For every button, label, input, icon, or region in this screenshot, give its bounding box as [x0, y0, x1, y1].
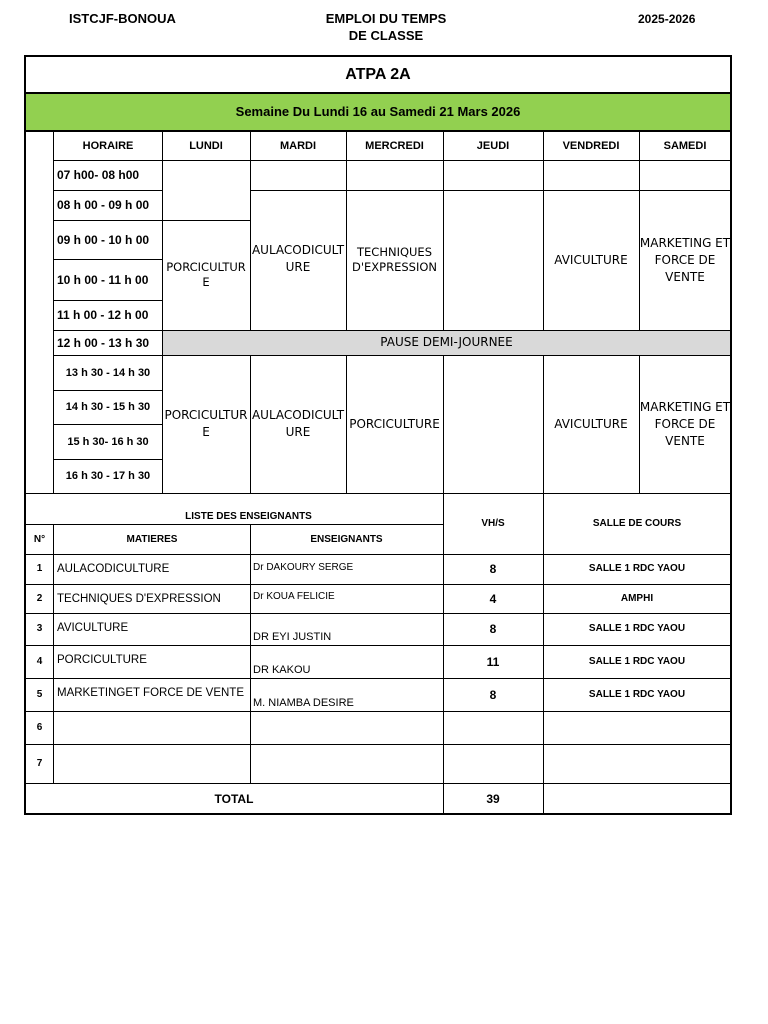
teacher-cell: DR EYI JUSTIN	[253, 631, 332, 643]
course-vendredi-morning: AVICULTURE	[554, 252, 628, 267]
course-text: PORCICULTUR	[164, 408, 248, 422]
document-title	[300, 10, 472, 44]
vhs-cell: 8	[489, 687, 497, 702]
course-text: TECHNIQUES	[357, 245, 432, 259]
row-number: 5	[36, 688, 43, 700]
time-slot: 14 h 30 - 15 h 30	[65, 401, 151, 413]
room-cell: SALLE 1 RDC YAOU	[588, 688, 686, 700]
vhs-cell: 8	[489, 562, 497, 576]
time-slot: 08 h 00 - 09 h 00	[57, 198, 150, 212]
teacher-cell: M. NIAMBA DESIRE	[253, 697, 354, 709]
course-lundi-afternoon	[162, 355, 250, 493]
school-name: ISTCJF-BONOUA	[69, 11, 176, 26]
course-text: MARKETING ET	[639, 399, 731, 414]
course-vendredi-afternoon: AVICULTURE	[554, 416, 628, 431]
course-text: FORCE DE	[654, 252, 716, 267]
subject-cell: AVICULTURE	[57, 622, 129, 634]
title-line-1: EMPLOI DU TEMPS	[325, 11, 447, 26]
class-name: ATPA 2A	[345, 65, 411, 83]
row-number: 7	[36, 757, 43, 769]
course-mardi-morning	[250, 190, 346, 330]
course-text: URE	[285, 425, 311, 439]
col-no: N°	[33, 533, 46, 545]
course-text: D'EXPRESSION	[352, 260, 437, 274]
course-text: AULACODICULT	[251, 242, 345, 257]
teacher-cell: Dr KOUA FELICIE	[253, 591, 335, 602]
subject-cell: PORCICULTURE	[57, 654, 147, 666]
vhs-cell: 8	[489, 622, 497, 636]
time-slot: 10 h 00 - 11 h 00	[57, 272, 149, 287]
course-lundi-morning	[162, 220, 250, 330]
course-mercredi-afternoon: PORCICULTURE	[349, 416, 440, 431]
room-cell: AMPHI	[620, 592, 654, 604]
time-slot-pause: 12 h 00 - 13 h 30	[57, 335, 150, 350]
teachers-section-title: LISTE DES ENSEIGNANTS	[185, 511, 312, 522]
col-samedi: SAMEDI	[663, 139, 707, 152]
col-subject: MATIERES	[126, 533, 178, 545]
time-slot: 13 h 30 - 14 h 30	[65, 366, 151, 379]
course-text: MARKETING ET	[639, 235, 731, 250]
room-cell: SALLE 1 RDC YAOU	[588, 655, 686, 667]
row-number: 1	[36, 563, 43, 574]
pause-label: PAUSE DEMI-JOURNEE	[380, 335, 513, 349]
course-text: VENTE	[665, 433, 705, 448]
col-mardi: MARDI	[279, 139, 317, 152]
time-slot: 07 h00- 08 h00	[57, 168, 140, 182]
col-vendredi: VENDREDI	[562, 139, 620, 152]
course-samedi-morning	[639, 190, 731, 330]
total-label: TOTAL	[214, 791, 254, 806]
time-slot: 11 h 00 - 12 h 00	[57, 308, 149, 322]
row-number: 3	[36, 623, 43, 634]
col-mercredi: MERCREDI	[365, 139, 424, 152]
course-mardi-afternoon	[250, 355, 346, 493]
course-text: VENTE	[665, 269, 705, 284]
row-number: 2	[36, 592, 43, 604]
course-text: URE	[285, 259, 311, 274]
row-number: 4	[36, 655, 43, 667]
subject-cell: MARKETINGET FORCE DE VENTE	[57, 687, 245, 699]
subject-cell: TECHNIQUES D'EXPRESSION	[57, 592, 221, 605]
course-samedi-afternoon	[639, 355, 731, 493]
week-label: Semaine Du Lundi 16 au Samedi 21 Mars 2026	[235, 104, 521, 119]
col-room: SALLE DE COURS	[592, 517, 682, 529]
teacher-cell: DR KAKOU	[253, 664, 311, 676]
room-cell: SALLE 1 RDC YAOU	[588, 563, 686, 574]
course-text: FORCE DE	[654, 416, 716, 431]
course-text: AULACODICULT	[251, 408, 345, 422]
course-text: E	[202, 425, 210, 439]
vhs-cell: 4	[489, 591, 497, 606]
col-vhs: VH/S	[481, 517, 505, 529]
subject-cell: AULACODICULTURE	[57, 563, 170, 575]
vhs-cell: 11	[486, 654, 500, 669]
time-slot: 15 h 30- 16 h 30	[67, 435, 149, 448]
course-text: E	[202, 275, 210, 289]
course-text: PORCICULTUR	[166, 260, 246, 274]
row-number: 6	[36, 721, 43, 733]
course-mercredi-morning	[346, 190, 443, 330]
teacher-cell: Dr DAKOURY SERGE	[253, 562, 354, 573]
col-jeudi: JEUDI	[476, 139, 510, 152]
room-cell: SALLE 1 RDC YAOU	[588, 623, 686, 634]
school-year: 2025-2026	[638, 12, 696, 26]
col-teacher: ENSEIGNANTS	[310, 533, 383, 545]
time-slot: 16 h 30 - 17 h 30	[65, 470, 151, 482]
time-slot: 09 h 00 - 10 h 00	[57, 232, 150, 247]
col-lundi: LUNDI	[189, 139, 223, 152]
title-line-2: DE CLASSE	[348, 28, 424, 43]
total-vhs: 39	[486, 791, 500, 806]
col-horaire: HORAIRE	[82, 139, 134, 152]
